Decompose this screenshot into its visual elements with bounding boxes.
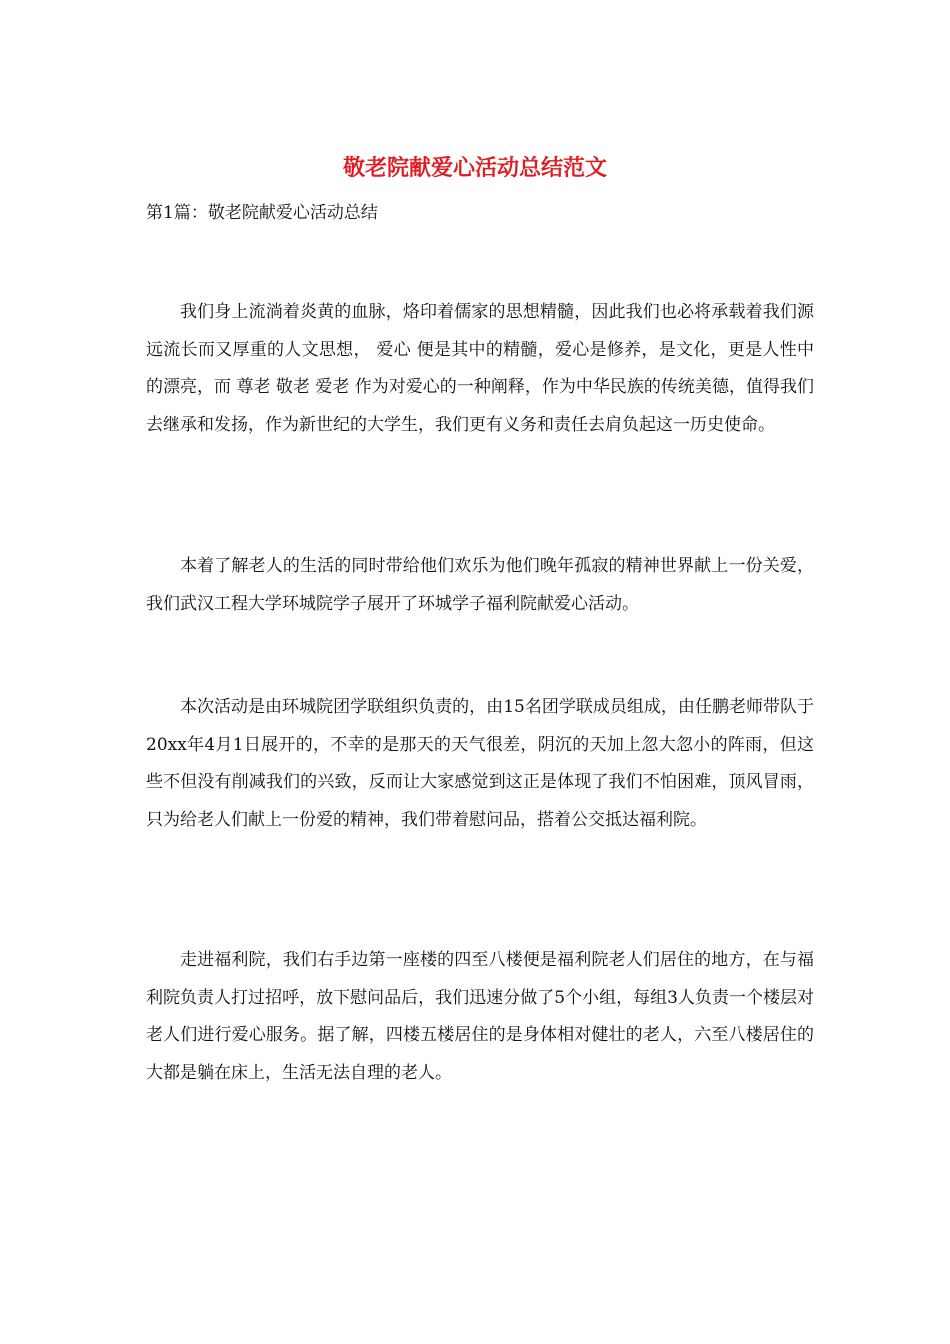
paragraph-3: 本次活动是由环城院团学联组织负责的，由15名团学联成员组成，由任鹏老师带队于20xx年4月1日展开的，不幸的是那天的天气很差，阴沉的天加上忽大忽小的阵雨，但这些不但没有削减我们的兴致，反而让大家感觉到这正是体现了我们不怕困难，顶风冒雨，只为给老人们献上一份爱的精神，我们带着慰问品，搭着公交抵达福利院。 (146, 697, 814, 830)
section-heading: 第1篇：敬老院献爱心活动总结 (146, 203, 378, 223)
document-title: 敬老院献爱心活动总结范文 (342, 155, 607, 181)
paragraph-1: 我们身上流淌着炎黄的血脉，烙印着儒家的思想精髓，因此我们也必将承载着我们源远流长而又厚重的人文思想， 爱心 便是其中的精髓，爱心是修养，是文化，更是人性中的漂亮，而 尊老 敬老 爱老 作为对爱心的一种阐释，作为中华民族的传统美德，值得我们去继承和发扬，作为新世纪的大学生，我们更有义务和责任去肩负起这一历史使命。 (146, 302, 814, 435)
paragraph-4: 走进福利院，我们右手边第一座楼的四至八楼便是福利院老人们居住的地方，在与福利院负责人打过招呼，放下慰问品后，我们迅速分做了5个小组，每组3人负责一个楼层对老人们进行爱心服务。据了解，四楼五楼居住的是身体相对健壮的老人，六至八楼居住的大都是躺在床上，生活无法自理的老人。 (146, 950, 814, 1083)
paragraph-2: 本着了解老人的生活的同时带给他们欢乐为他们晚年孤寂的精神世界献上一份关爱，我们武汉工程大学环城院学子展开了环城学子福利院献爱心活动。 (146, 556, 814, 614)
